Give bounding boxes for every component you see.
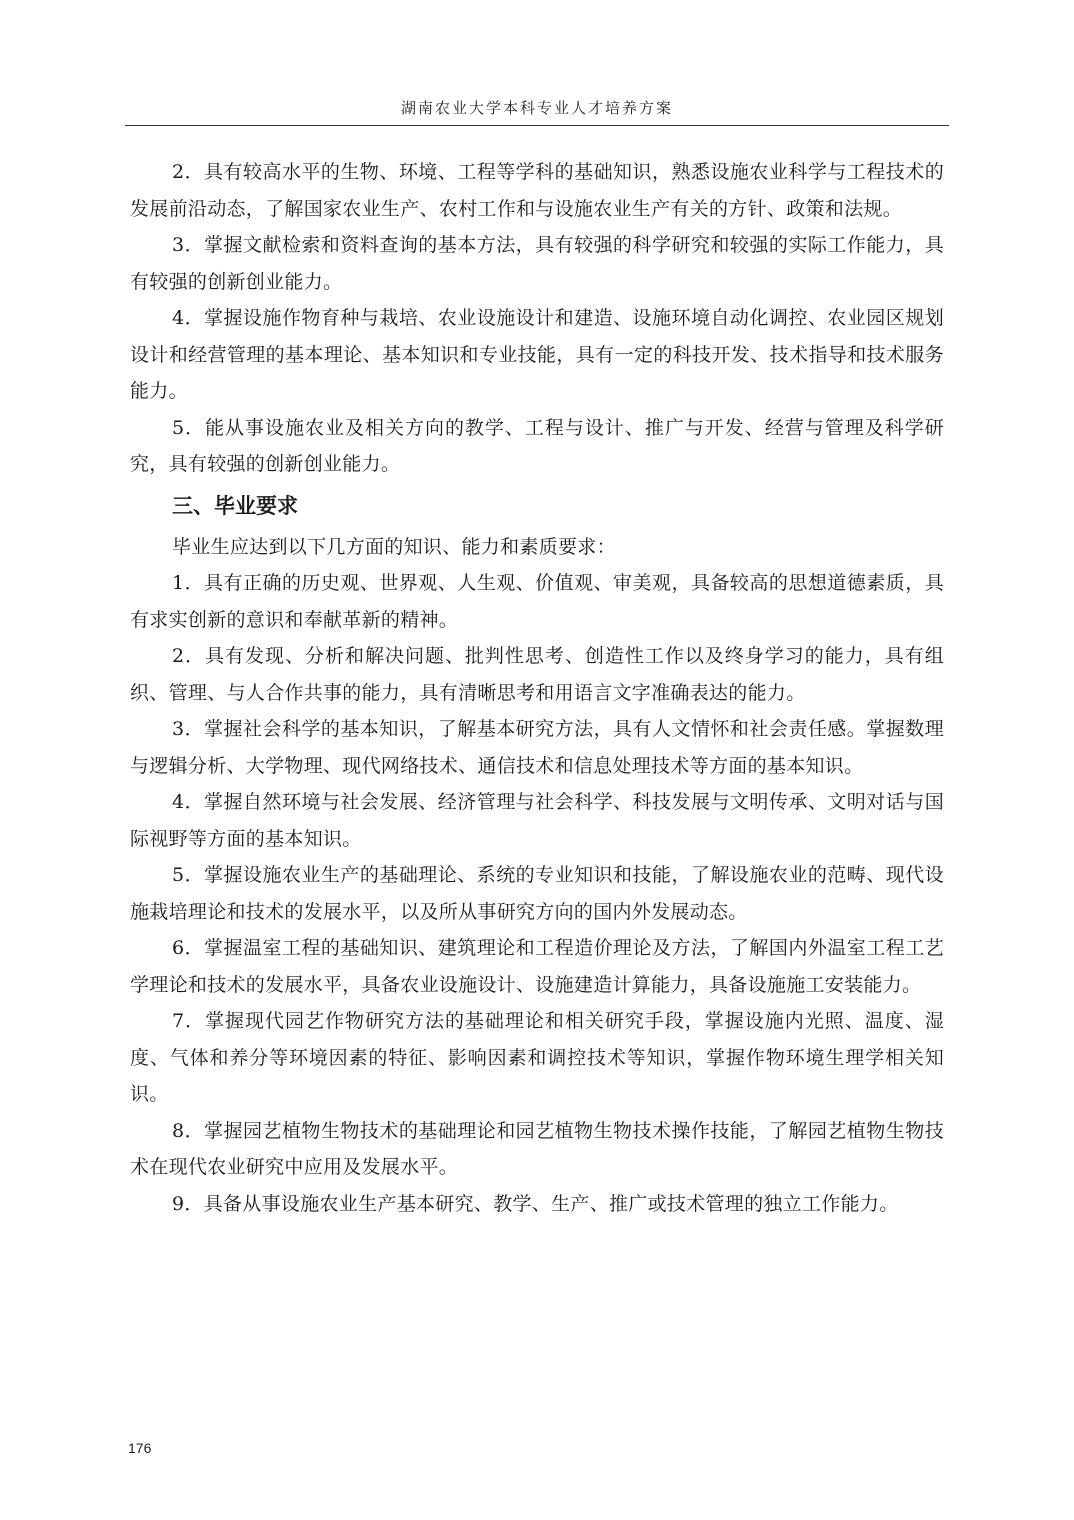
objective-item-3: 3．掌握文献检索和资料查询的基本方法，具有较强的科学研究和较强的实际工作能力，具有较强的创新创业能力。 bbox=[130, 234, 944, 293]
objective-item-5: 5．能从事设施农业及相关方向的教学、工程与设计、推广与开发、经营与管理及科学研究，具有较强的创新创业能力。 bbox=[130, 416, 944, 475]
requirement-item-1: 1．具有正确的历史观、世界观、人生观、价值观、审美观，具备较高的思想道德素质，具有求实创新的意识和奉献革新的精神。 bbox=[130, 572, 944, 631]
objective-item-4: 4．掌握设施作物育种与栽培、农业设施设计和建造、设施环境自动化调控、农业园区规划设计和经营管理的基本理论、基本知识和专业技能，具有一定的科技开发、技术指导和技术服务能力。 bbox=[130, 307, 944, 402]
requirement-item-2: 2．具有发现、分析和解决问题、批判性思考、创造性工作以及终身学习的能力，具有组织、管理、与人合作共事的能力，具有清晰思考和用语言文字准确表达的能力。 bbox=[130, 645, 944, 704]
requirement-item-8: 8．掌握园艺植物生物技术的基础理论和园艺植物生物技术操作技能，了解园艺植物生物技术在现代农业研究中应用及发展水平。 bbox=[130, 1119, 944, 1178]
requirement-item-7: 7．掌握现代园艺作物研究方法的基础理论和相关研究手段，掌握设施内光照、温度、湿度、气体和养分等环境因素的特征、影响因素和调控技术等知识，掌握作物环境生理学相关知识。 bbox=[130, 1010, 944, 1105]
header-divider bbox=[125, 125, 949, 126]
requirement-item-4: 4．掌握自然环境与社会发展、经济管理与社会科学、科技发展与文明传承、文明对话与国际视野等方面的基本知识。 bbox=[130, 791, 944, 850]
section-heading-graduation-requirements: 三、毕业要求 bbox=[172, 493, 298, 518]
requirement-item-6: 6．掌握温室工程的基础知识、建筑理论和工程造价理论及方法，了解国内外温室工程工艺学理论和技术的发展水平，具备农业设施设计、设施建造计算能力，具备设施施工安装能力。 bbox=[130, 937, 944, 996]
page-body bbox=[130, 154, 944, 1222]
section-intro: 毕业生应达到以下几方面的知识、能力和素质要求： bbox=[172, 535, 616, 558]
requirement-item-3: 3．掌握社会科学的基本知识，了解基本研究方法，具有人文情怀和社会责任感。掌握数理与逻辑分析、大学物理、现代网络技术、通信技术和信息处理技术等方面的基本知识。 bbox=[130, 718, 944, 777]
objective-item-2: 2．具有较高水平的生物、环境、工程等学科的基础知识，熟悉设施农业科学与工程技术的发展前沿动态，了解国家农业生产、农村工作和与设施农业生产有关的方针、政策和法规。 bbox=[130, 161, 944, 220]
page-number: 176 bbox=[128, 1440, 152, 1456]
requirement-item-5: 5．掌握设施农业生产的基础理论、系统的专业知识和技能，了解设施农业的范畴、现代设施栽培理论和技术的发展水平，以及所从事研究方向的国内外发展动态。 bbox=[130, 864, 944, 923]
requirement-item-9: 9．具备从事设施农业生产基本研究、教学、生产、推广或技术管理的独立工作能力。 bbox=[172, 1192, 899, 1215]
running-header: 湖南农业大学本科专业人才培养方案 bbox=[400, 99, 673, 117]
